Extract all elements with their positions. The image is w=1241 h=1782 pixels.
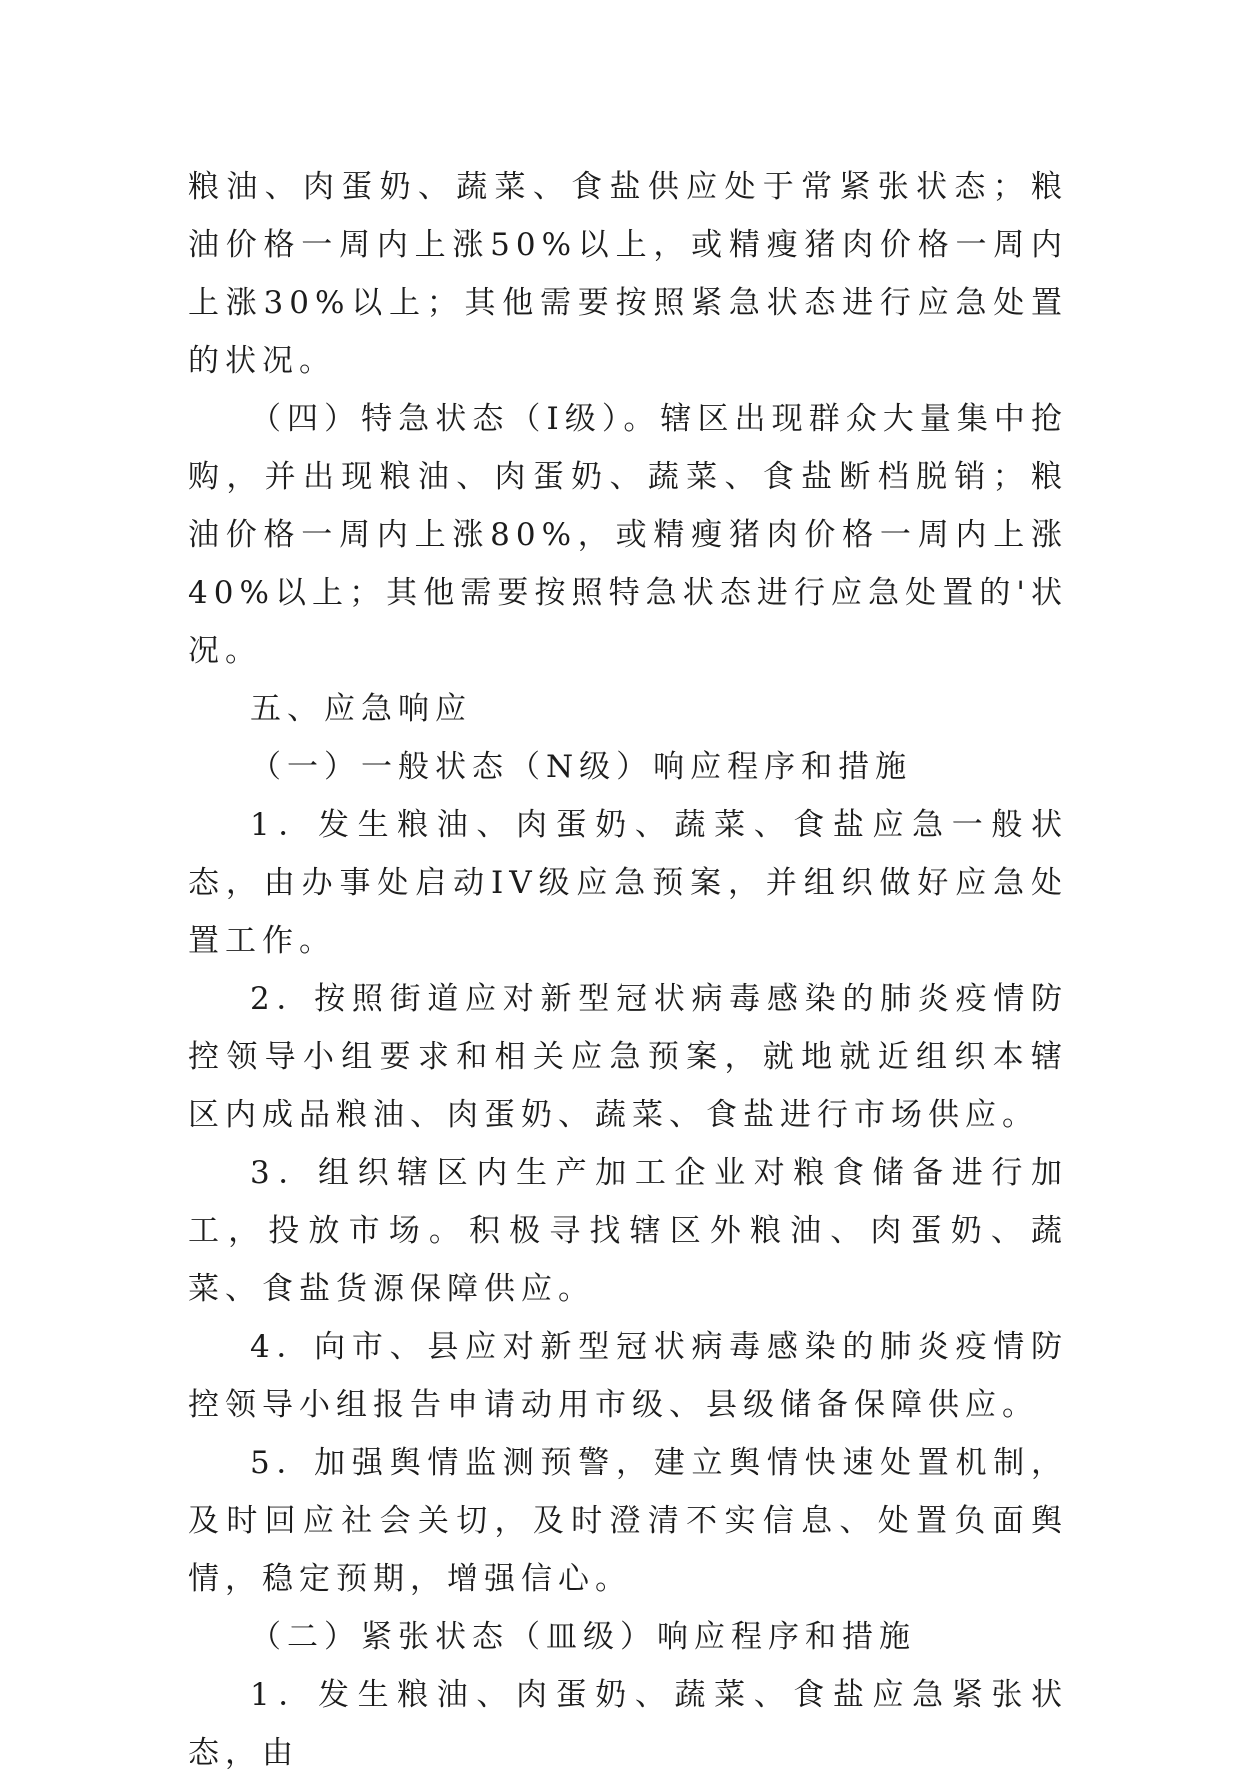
list-item-4: 4．向市、县应对新型冠状病毒感染的肺炎疫情防控领导小组报告申请动用市级、县级储备保障供应。 [188, 1329, 1068, 1423]
list-item-1-tense: 1．发生粮油、肉蛋奶、蔬菜、食盐应急紧张状态，由 [188, 1677, 1068, 1771]
list-item-3: 3．组织辖区内生产加工企业对粮食储备进行加工，投放市场。积极寻找辖区外粮油、肉蛋奶、蔬菜、食盐货源保障供应。 [188, 1155, 1068, 1307]
list-item-2: 2．按照街道应对新型冠状病毒感染的肺炎疫情防控领导小组要求和相关应急预案，就地就近组织本辖区内成品粮油、肉蛋奶、蔬菜、食盐进行市场供应。 [188, 981, 1068, 1133]
subsection-heading-general-status: （一）一般状态（N级）响应程序和措施 [250, 749, 913, 785]
paragraph-continuation: 粮油、肉蛋奶、蔬菜、食盐供应处于常紧张状态；粮油价格一周内上涨50%以上，或精瘦猪肉价格一周内上涨30%以上；其他需要按照紧急状态进行应急处置的状况。 [188, 169, 1068, 379]
document-body [188, 158, 1068, 1782]
list-item-5: 5．加强舆情监测预警，建立舆情快速处置机制，及时回应社会关切，及时澄清不实信息、处置负面舆情，稳定预期，增强信心。 [188, 1445, 1068, 1597]
subsection-heading-tense-status: （二）紧张状态（皿级）响应程序和措施 [250, 1619, 916, 1655]
list-item-1: 1．发生粮油、肉蛋奶、蔬菜、食盐应急一般状态，由办事处启动IV级应急预案，并组织做好应急处置工作。 [188, 807, 1068, 959]
paragraph-level-1-status: （四）特急状态（I级）。辖区出现群众大量集中抢购，并出现粮油、肉蛋奶、蔬菜、食盐断档脱销；粮油价格一周内上涨80%，或精瘦猪肉价格一周内上涨40%以上；其他需要按照特急状态进行应急处置的'状况。 [188, 401, 1068, 669]
section-heading-emergency-response: 五、应急响应 [250, 691, 472, 727]
